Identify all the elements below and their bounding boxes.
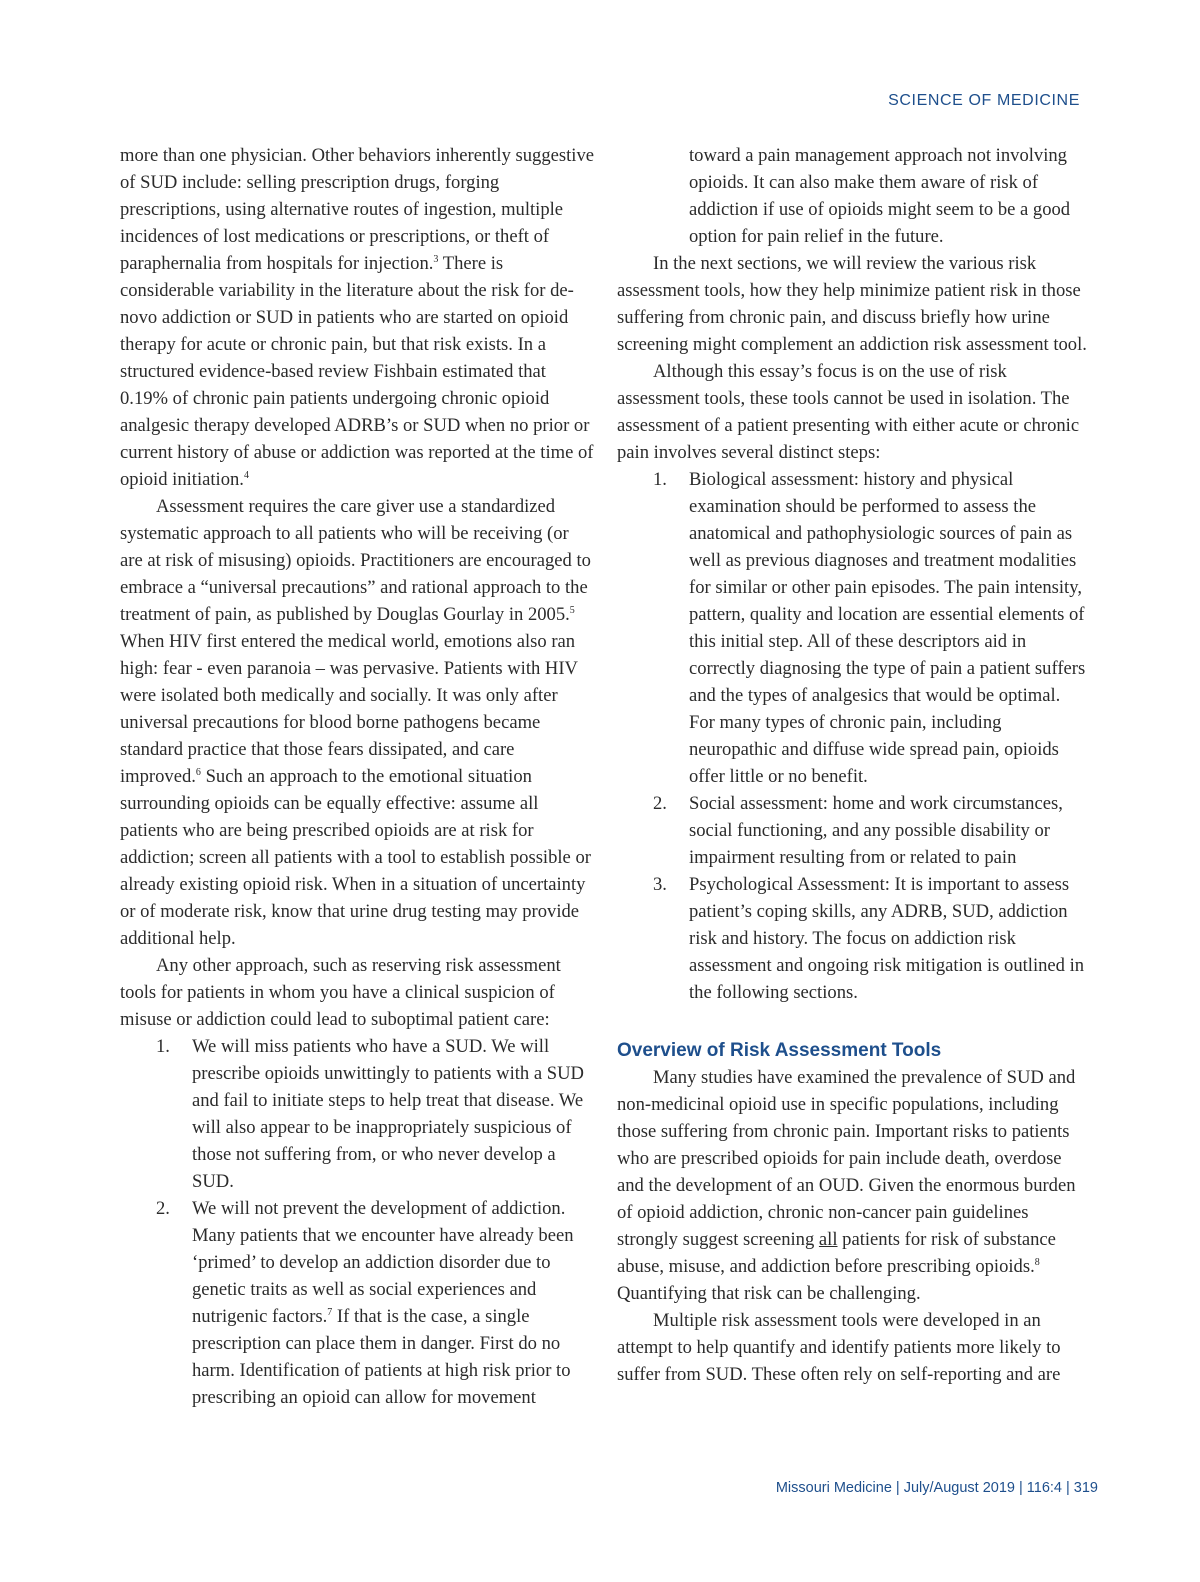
list-continuation: toward a pain management approach not involving opioids. It can also make them aware of risk of addiction if use of opioids might seem to be a good option for pain relief in the future. [689,145,1071,247]
right-column [617,142,1087,1388]
paragraph: Any other approach, such as reserving risk assessment tools for patients in whom you have a clinical suspicion of misuse or addiction could lead to suboptimal patient care: [120,955,561,1030]
consequence-list [120,1033,595,1411]
paragraph: In the next sections, we will review the various risk assessment tools, how they help minimize patient risk in those suffering from chronic pain, and discuss briefly how urine screening might complement an addiction risk assessment tool. [617,253,1087,355]
footnote-ref[interactable]: 4 [243,469,249,481]
list-item: 3. Psychological Assessment: It is important to assess patient’s coping skills, any ADRB, SUD, addiction risk and history. The focus on addiction risk assessment and ongoing risk mitigation is outlined in the following sections. [617,871,1087,1006]
list-number: 1. [156,1036,170,1057]
page-footer: Missouri Medicine | July/August 2019 | 116:4 | 319 [775,1480,1098,1496]
footnote-ref[interactable]: 5 [569,604,575,616]
list-number: 3. [653,874,667,895]
footnote-ref[interactable]: 3 [433,253,439,265]
paragraph: Although this essay’s focus is on the use of risk assessment tools, these tools cannot be used in isolation. The assessment of a patient presenting with either acute or chronic pain involves several distinct steps: [617,361,1080,463]
section-header: SCIENCE OF MEDICINE [888,92,1080,109]
section-heading: Overview of Risk Assessment Tools [617,1040,942,1061]
footnote-ref[interactable]: 7 [327,1306,333,1318]
footnote-ref[interactable]: 6 [195,766,201,778]
paragraph: Assessment requires the care giver use a standardized systematic approach to all patients who will be receiving (or are at risk of misusing) opioids. Practitioners are encouraged to embrace a “universal precautions” and rational approach to the treatment of pain, as published by Douglas Gourlay in 2005.$^5$ When HIV first entered the medical world, emotions also ran high: fear - even paranoia – was pervasive. Patients with HIV were isolated both medically and socially. It was only after universal precautions for blood borne pathogens became standard practice that those fears dissipated, and care improved.$^6$ Such an approach to the emotional situation surrounding opioids can be equally effective: assume all patients who are being prescribed opioids are at risk for addiction; screen all patients with a tool to establish possible or already existing opioid risk. When in a situation of uncertainty or of moderate risk, know that urine drug testing may provide additional help. [120,496,591,949]
paragraph: Multiple risk assessment tools were developed in an attempt to help quantify and identify patients more likely to suffer from SUD. These often rely on self-reporting and are [617,1310,1061,1385]
emphasis-underline: all [818,1229,838,1250]
list-item: 1. We will miss patients who have a SUD. We will prescribe opioids unwittingly to patients with a SUD and fail to initiate steps to help treat that disease. We will also appear to be inappropriately suspicious of those not suffering from, or who never develop a SUD. [120,1033,595,1195]
list-item: 2. We will not prevent the development of addiction. Many patients that we encounter have already been ‘primed’ to develop an addiction disorder due to genetic traits as well as social experiences and nutrigenic factors.$^7$ If that is the case, a single prescription can place them in danger. First do no harm. Identification of patients at high risk prior to prescribing an opioid can allow for movement [120,1195,595,1411]
list-number: 1. [653,469,667,490]
list-number: 2. [156,1198,170,1219]
list-item: 1. Biological assessment: history and physical examination should be performed to assess the anatomical and pathophysiologic sources of pain as well as previous diagnoses and treatment modalities for similar or other pain episodes. The pain intensity, pattern, quality and location are essential elements of this initial step. All of these descriptors aid in correctly diagnosing the type of pain a patient suffers and the types of analgesics that would be optimal. For many types of chronic pain, including neuropathic and diffuse wide spread pain, opioids offer little or no benefit. [617,466,1087,790]
left-column [120,142,595,1411]
assessment-steps-list [617,466,1087,1006]
paragraph: more than one physician. Other behaviors inherently suggestive of SUD include: selling prescription drugs, forging prescriptions, using alternative routes of ingestion, multiple incidences of lost medications or prescriptions, or theft of paraphernalia from hospitals for injection.$^3$ There is considerable variability in the literature about the risk for de-novo addiction or SUD in patients who are started on opioid therapy for acute or chronic pain, but that risk exists. In a structured evidence-based review Fishbain estimated that 0.19% of chronic pain patients undergoing chronic opioid analgesic therapy developed ADRB’s or SUD when no prior or current history of abuse or addiction was reported at the time of opioid initiation.$^4$ [120,145,595,490]
list-number: 2. [653,793,667,814]
paragraph: Many studies have examined the prevalence of SUD and non-medicinal opioid use in specific populations, including those suffering from chronic pain. Important risks to patients who are prescribed opioids for pain include death, overdose and the development of an OUD. Given the enormous burden of opioid addiction, chronic non-cancer pain guidelines strongly suggest screening all patients for risk of substance abuse, misuse, and addiction before prescribing opioids.$^8$ Quantifying that risk can be challenging. [617,1067,1076,1304]
footnote-ref[interactable]: 8 [1034,1256,1040,1268]
list-item: 2. Social assessment: home and work circumstances, social functioning, and any possible disability or impairment resulting from or related to pain [617,790,1087,871]
